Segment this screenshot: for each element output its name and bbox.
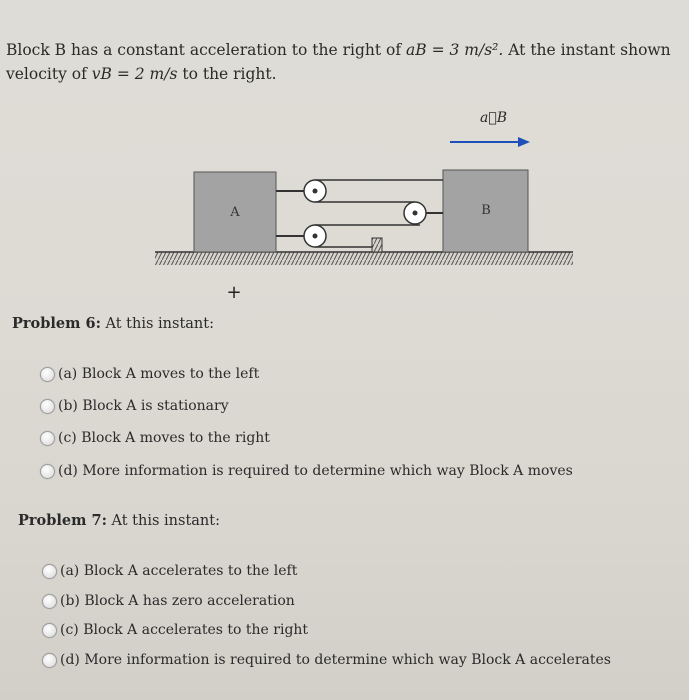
p7-option-c[interactable] — [42, 622, 308, 638]
statement-line-1 — [6, 38, 686, 62]
option-label: (b) Block A has zero acceleration — [60, 593, 295, 609]
ground-anchor — [372, 238, 382, 252]
statement-text: to the right. — [177, 65, 277, 83]
acceleration-value: aB = 3 m/s². — [406, 41, 504, 59]
block-b-label: B — [481, 203, 491, 218]
pulley-block-b — [404, 202, 443, 224]
radio-icon[interactable] — [40, 464, 55, 479]
pulley-diagram — [150, 100, 580, 300]
p7-option-a[interactable] — [42, 563, 297, 579]
option-label: (a) Block A moves to the left — [58, 366, 260, 382]
acceleration-label: a⃗B — [480, 110, 508, 126]
radio-icon[interactable] — [42, 653, 57, 668]
statement-text: Block B has a constant acceleration to the right of — [6, 41, 407, 59]
option-label: (c) Block A accelerates to the right — [60, 622, 309, 638]
radio-icon[interactable] — [42, 594, 57, 609]
radio-icon[interactable] — [42, 564, 57, 579]
option-label: (b) Block A is stationary — [58, 398, 229, 414]
statement-text: velocity of — [6, 65, 92, 83]
p7-option-d[interactable] — [42, 652, 611, 668]
radio-icon[interactable] — [40, 399, 55, 414]
p7-option-b[interactable] — [42, 593, 295, 609]
block-a-label: A — [230, 205, 240, 220]
problem-statement — [6, 38, 686, 86]
velocity-value: vB = 2 m/s — [91, 65, 178, 83]
acceleration-arrow — [450, 137, 530, 147]
option-label: (c) Block A moves to the right — [58, 430, 270, 446]
option-label: (d) More information is required to determine which way Block A accelerates — [60, 652, 611, 668]
problem-6-prompt: At this instant: — [105, 316, 214, 332]
radio-icon[interactable] — [40, 367, 55, 382]
positive-direction-label: + — [226, 282, 242, 300]
problem-6-title: Problem 6: — [12, 315, 101, 332]
p6-option-d[interactable] — [40, 463, 573, 479]
p6-option-b[interactable] — [40, 398, 229, 414]
pulley-lower-left — [304, 225, 326, 247]
problem-7-title: Problem 7: — [18, 512, 107, 529]
pulley-upper-left — [304, 180, 326, 202]
problem-7-prompt: At this instant: — [111, 513, 220, 529]
statement-line-2 — [6, 62, 686, 86]
radio-icon[interactable] — [40, 431, 55, 446]
p6-option-a[interactable] — [40, 366, 259, 382]
radio-icon[interactable] — [42, 623, 57, 638]
problem-7-heading — [18, 512, 220, 529]
ground-hatch — [155, 252, 573, 265]
p6-option-c[interactable] — [40, 430, 270, 446]
statement-text: At the instant shown — [503, 41, 671, 59]
option-label: (a) Block A accelerates to the left — [60, 563, 298, 579]
problem-6-heading — [12, 315, 214, 332]
option-label: (d) More information is required to determine which way Block A moves — [58, 463, 573, 479]
